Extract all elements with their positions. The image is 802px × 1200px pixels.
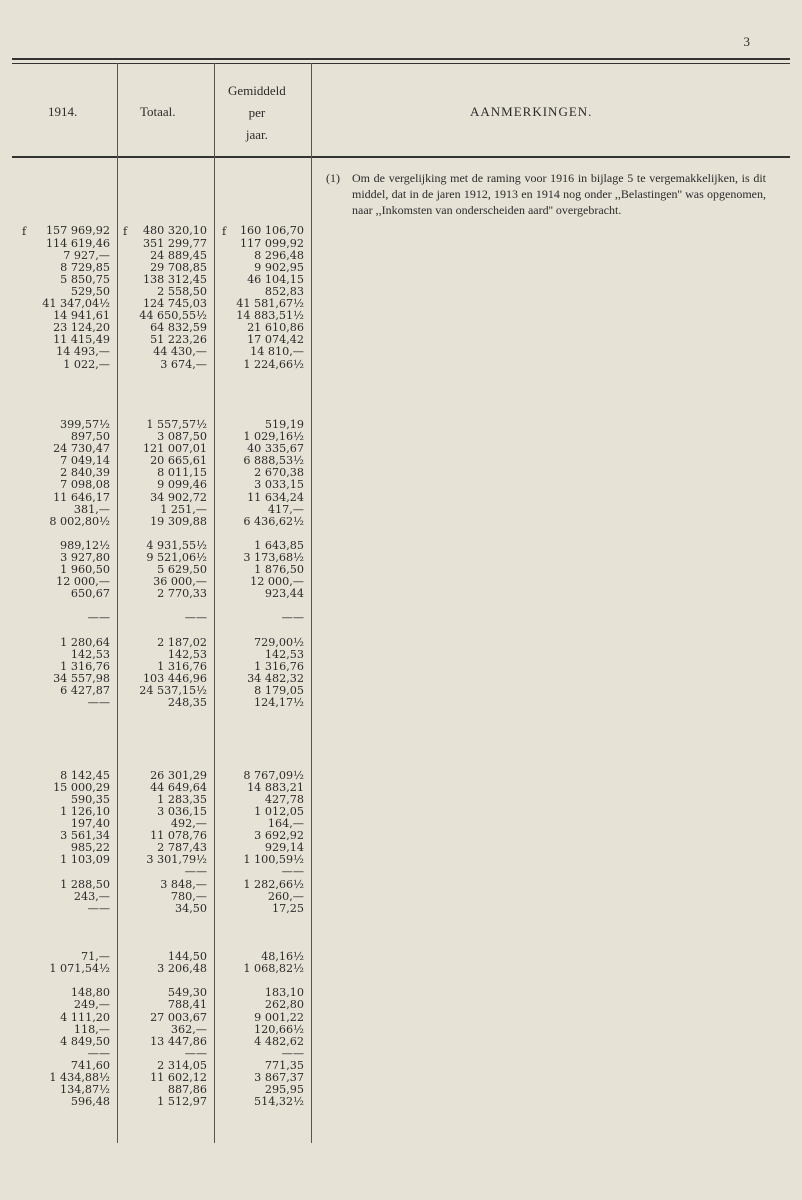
table-cell: 1 029,16½ — [243, 430, 304, 444]
table-cell: 164,— — [267, 817, 304, 831]
table-cell: 1 251,— — [160, 502, 207, 516]
table-cell: 11 602,12 — [150, 1071, 207, 1085]
table-cell — [121, 927, 207, 939]
table-cell: 71,— — [81, 950, 110, 964]
table-cell: 1 283,35 — [157, 792, 207, 806]
table-cell — [121, 371, 207, 383]
table-cell — [22, 165, 110, 177]
table-cell: 929,14 — [264, 841, 304, 855]
column-totaal-values — [121, 165, 207, 1108]
table-cell: 15 000,29 — [53, 780, 110, 794]
table-cell: 26 301,29 — [150, 768, 207, 782]
table-cell — [220, 371, 304, 383]
table-cell: 3 674,— — [160, 357, 207, 371]
table-cell: 17,25 — [271, 901, 304, 915]
table-cell: 4 931,55½ — [146, 538, 207, 552]
table-cell: 3 173,68½ — [243, 551, 304, 564]
table-cell — [121, 395, 207, 407]
table-cell: 3 692,92 — [254, 829, 304, 843]
table-cell: —— — [87, 901, 110, 915]
table-cell: 295,95 — [264, 1083, 304, 1097]
table-cell: 27 003,67 — [150, 1010, 207, 1024]
table-cell: 780,— — [170, 889, 207, 903]
table-cell: 8 011,15 — [157, 466, 207, 480]
top-rule — [12, 58, 790, 60]
table-cell: 650,67 — [70, 587, 110, 601]
table-cell — [220, 733, 304, 745]
table-cell: 13 447,86 — [150, 1034, 207, 1048]
table-cell: 1 012,05 — [254, 804, 304, 818]
table-cell: 3 561,34 — [60, 829, 110, 843]
table-cell: 989,12½ — [60, 538, 110, 552]
table-cell: 12 000,— — [56, 575, 110, 589]
table-cell: 2 770,33 — [157, 587, 207, 601]
table-cell: 852,83 — [264, 284, 304, 298]
remark-note — [326, 170, 766, 218]
table-cell: 24 537,15½ — [139, 684, 207, 698]
table-cell: 480 320,10 — [142, 224, 207, 238]
table-cell — [22, 625, 110, 637]
table-cell — [220, 165, 304, 177]
table-cell: 9 521,06½ — [146, 551, 207, 564]
table-cell: 11 415,49 — [53, 333, 110, 347]
table-cell: —— — [281, 1046, 304, 1060]
table-cell: 14 883,21 — [247, 780, 304, 794]
table-cell: 2 558,50 — [157, 284, 207, 298]
table-cell: 8 179,05 — [254, 684, 304, 698]
table-cell: 34 902,72 — [150, 490, 207, 504]
table-cell: 197,40 — [70, 817, 110, 831]
column-gemiddeld-values — [220, 165, 304, 1108]
table-cell: 157 969,92 — [45, 224, 110, 238]
table-cell: 117 099,92 — [239, 236, 304, 250]
table-cell: 596,48 — [70, 1095, 110, 1109]
table-cell: 1 022,— — [63, 357, 110, 371]
table-cell: 1 126,10 — [60, 804, 110, 818]
table-cell — [220, 746, 304, 758]
table-cell: 7 049,14 — [60, 454, 110, 468]
currency-symbol: f — [22, 225, 27, 238]
table-cell — [121, 189, 207, 201]
table-cell: —— — [281, 611, 304, 625]
table-cell: 5 850,75 — [60, 272, 110, 286]
header-gemiddeld-line: jaar. — [245, 127, 268, 142]
table-cell: 3 848,— — [160, 877, 207, 891]
table-cell: 7 927,— — [63, 248, 110, 262]
table-cell: 11 078,76 — [150, 829, 207, 843]
currency-symbol: f — [222, 225, 227, 238]
table-cell: 34,50 — [174, 901, 207, 915]
table-cell — [22, 721, 110, 733]
table-cell: 14 941,61 — [53, 309, 110, 323]
table-cell: 1 316,76 — [254, 659, 304, 673]
table-cell: 2 787,43 — [157, 841, 207, 855]
table-cell: 1 288,50 — [60, 877, 110, 891]
table-cell: 134,87½ — [60, 1083, 110, 1097]
table-cell: 8 296,48 — [254, 248, 304, 262]
table-cell: 9 001,22 — [254, 1010, 304, 1024]
table-cell: 41 347,04½ — [42, 297, 110, 311]
table-cell: 48,16½ — [261, 950, 304, 964]
table-cell: 923,44 — [264, 587, 304, 601]
table-cell: 103 446,96 — [142, 671, 207, 685]
table-cell: 142,53 — [264, 647, 304, 661]
table-cell: 44 650,55½ — [139, 309, 207, 323]
table-cell: 14 883,51½ — [236, 309, 304, 323]
table-cell: 362,— — [170, 1022, 207, 1036]
table-cell: 729,00½ — [254, 635, 304, 649]
table-cell: 12 000,— — [250, 575, 304, 589]
table-cell — [220, 915, 304, 927]
table-cell — [22, 746, 110, 758]
table-cell — [22, 189, 110, 201]
table-cell: 2 670,38 — [254, 466, 304, 480]
header-1914: 1914. — [48, 104, 78, 119]
table-cell: —— — [281, 865, 304, 879]
table-cell: —— — [87, 1046, 110, 1060]
table-cell: 3 033,15 — [254, 478, 304, 492]
table-cell: 120,66½ — [254, 1022, 304, 1036]
header-aanmerkingen: AANMERKINGEN. — [470, 104, 593, 119]
table-cell: 11 646,17 — [53, 490, 110, 504]
note-marker: (1) — [326, 171, 340, 185]
table-cell: 183,10 — [264, 986, 304, 1000]
table-cell — [22, 927, 110, 939]
table-cell: 514,32½ — [254, 1095, 304, 1109]
header-gemiddeld-line: per — [248, 105, 266, 120]
note-row — [326, 170, 766, 218]
table-cell: 9 902,95 — [254, 260, 304, 274]
table-cell: —— — [184, 611, 207, 625]
table-cell — [121, 625, 207, 637]
table-cell — [220, 927, 304, 939]
table-cell: 142,53 — [167, 647, 207, 661]
table-cell: 14 810,— — [250, 345, 304, 359]
table-cell: 887,86 — [167, 1083, 207, 1097]
table-cell: 51 223,26 — [150, 333, 207, 347]
table-cell — [22, 866, 110, 878]
header-gemiddeld — [228, 80, 286, 146]
table-cell: 64 832,59 — [150, 321, 207, 335]
table-cell: 3 036,15 — [157, 804, 207, 818]
header-rule — [12, 156, 790, 158]
table-cell: 124 745,03 — [142, 297, 207, 311]
table-cell: 549,30 — [167, 986, 207, 1000]
table-cell — [22, 395, 110, 407]
table-cell — [121, 746, 207, 758]
table-cell: 243,— — [73, 889, 110, 903]
table-cell: 492,— — [170, 817, 207, 831]
table-cell: 7 098,08 — [60, 478, 110, 492]
table-cell — [22, 758, 110, 770]
table-cell: 1 876,50 — [254, 563, 304, 577]
header-totaal: Totaal. — [140, 104, 176, 119]
table-cell: 1 103,09 — [60, 853, 110, 867]
table-cell: 6 436,62½ — [243, 514, 304, 528]
table-cell: 1 068,82½ — [243, 962, 304, 976]
table-cell — [22, 915, 110, 927]
table-cell — [220, 758, 304, 770]
table-cell — [220, 177, 304, 189]
table-cell: 8 002,80½ — [49, 514, 110, 528]
table-cell: 1 224,66½ — [243, 357, 304, 371]
table-cell: 3 087,50 — [157, 430, 207, 444]
table-cell — [121, 709, 207, 721]
table-cell: 24 889,45 — [150, 248, 207, 262]
table-cell: 4 111,20 — [60, 1010, 110, 1024]
currency-symbol: f — [123, 225, 128, 238]
table-cell: 897,50 — [70, 430, 110, 444]
table-cell — [220, 709, 304, 721]
column-divider — [214, 63, 215, 1143]
table-cell — [121, 758, 207, 770]
table-cell: 8 729,85 — [60, 260, 110, 274]
table-cell: 6 888,53½ — [243, 454, 304, 468]
table-cell: —— — [184, 1046, 207, 1060]
table-cell — [220, 383, 304, 395]
table-cell — [121, 383, 207, 395]
table-cell: —— — [87, 611, 110, 625]
table-cell: 248,35 — [167, 696, 207, 710]
page-number: 3 — [743, 34, 750, 49]
table-cell: 8 767,09½ — [243, 768, 304, 782]
table-cell: 46 104,15 — [247, 272, 304, 286]
table-cell: 24 730,47 — [53, 442, 110, 456]
table-cell: 1 100,59½ — [243, 853, 304, 867]
table-cell: —— — [184, 865, 207, 879]
header-gemiddeld-line: Gemiddeld — [228, 83, 286, 98]
table-cell: 4 849,50 — [60, 1034, 110, 1048]
table-cell — [121, 915, 207, 927]
table-cell — [121, 733, 207, 745]
table-cell: 114 619,46 — [45, 236, 110, 250]
table-cell: 1 434,88½ — [49, 1071, 110, 1085]
note-text: Om de vergelijking met de raming voor 1916 in bijlage 5 te vergemakkelijken, is dit middel, dat in de jaren 1912, 1913 en 1914 nog onder ,,Belastingen'' was opgenomen, naar ,,Inkomsten van onderscheiden aard'' overgebracht. — [352, 171, 766, 217]
table-cell: 41 581,67½ — [236, 297, 304, 311]
table-cell: 21 610,86 — [247, 321, 304, 335]
table-cell: 417,— — [267, 502, 304, 516]
table-cell: 249,— — [73, 998, 110, 1012]
table-cell: 381,— — [73, 502, 110, 516]
table-cell — [220, 189, 304, 201]
table-cell: 6 427,87 — [60, 684, 110, 698]
column-1914-values — [22, 165, 110, 1108]
table-cell: 1 071,54½ — [49, 962, 110, 976]
column-divider — [117, 63, 118, 1143]
table-cell: 11 634,24 — [247, 490, 304, 504]
table-cell: 1 512,97 — [157, 1095, 207, 1109]
table-cell: 529,50 — [70, 284, 110, 298]
table-cell: 142,53 — [70, 647, 110, 661]
table-cell: 427,78 — [264, 792, 304, 806]
table-cell: 124,17½ — [254, 696, 304, 710]
table-cell — [220, 625, 304, 637]
table-cell: 9 099,46 — [157, 478, 207, 492]
table-cell: 2 187,02 — [157, 635, 207, 649]
table-cell: 23 124,20 — [53, 321, 110, 335]
table-cell: 1 557,57½ — [146, 417, 207, 431]
table-cell: 36 000,— — [153, 575, 207, 589]
table-cell: 138 312,45 — [142, 272, 207, 286]
table-cell — [22, 733, 110, 745]
table-cell: 4 482,62 — [254, 1034, 304, 1048]
table-cell — [22, 201, 110, 213]
table-cell: 1 643,85 — [254, 538, 304, 552]
table-cell: 262,80 — [264, 998, 304, 1012]
table-cell: 771,35 — [264, 1058, 304, 1072]
table-cell — [22, 371, 110, 383]
table-cell — [121, 201, 207, 213]
table-cell: 121 007,01 — [142, 442, 207, 456]
table-cell: 40 335,67 — [247, 442, 304, 456]
column-divider — [311, 63, 312, 1143]
table-cell: 3 927,80 — [60, 551, 110, 564]
table-cell: 3 206,48 — [157, 962, 207, 976]
table-cell — [22, 709, 110, 721]
table-cell: 260,— — [267, 889, 304, 903]
table-cell: 351 299,77 — [142, 236, 207, 250]
table-cell: 118,— — [73, 1022, 110, 1036]
table-cell: 985,22 — [70, 841, 110, 855]
table-cell: 19 309,88 — [150, 514, 207, 528]
table-cell: 44 649,64 — [150, 780, 207, 794]
table-cell: 399,57½ — [60, 417, 110, 431]
table-cell: 14 493,— — [56, 345, 110, 359]
table-cell: 20 665,61 — [150, 454, 207, 468]
table-cell: 1 282,66½ — [243, 877, 304, 891]
table-cell: 3 301,79½ — [146, 853, 207, 867]
table-cell: 34 482,32 — [247, 671, 304, 685]
table-cell: 160 106,70 — [239, 224, 304, 238]
table-cell: 1 280,64 — [60, 635, 110, 649]
table-cell: 3 867,37 — [254, 1071, 304, 1085]
table-cell: 1 316,76 — [157, 659, 207, 673]
table-cell: —— — [87, 696, 110, 710]
table-cell — [22, 383, 110, 395]
table-cell: 741,60 — [70, 1058, 110, 1072]
table-cell: 5 629,50 — [157, 563, 207, 577]
top-rule-thin — [12, 63, 790, 64]
table-cell: 29 708,85 — [150, 260, 207, 274]
table-cell: 590,35 — [70, 792, 110, 806]
table-cell — [22, 177, 110, 189]
table-cell — [220, 201, 304, 213]
table-cell: 2 840,39 — [60, 466, 110, 480]
table-cell — [121, 177, 207, 189]
table-cell: 1 960,50 — [60, 563, 110, 577]
table-cell: 34 557,98 — [53, 671, 110, 685]
table-cell: 1 316,76 — [60, 659, 110, 673]
table-cell: 788,41 — [167, 998, 207, 1012]
table-cell — [121, 721, 207, 733]
table-cell: 8 142,45 — [60, 768, 110, 782]
table-cell: 519,19 — [264, 417, 304, 431]
table-cell — [220, 395, 304, 407]
table-cell: 148,80 — [70, 986, 110, 1000]
table-cell: 144,50 — [167, 950, 207, 964]
table-cell — [121, 165, 207, 177]
table-cell: 44 430,— — [153, 345, 207, 359]
table-cell — [220, 721, 304, 733]
table-cell: 17 074,42 — [247, 333, 304, 347]
table-cell: 2 314,05 — [157, 1058, 207, 1072]
